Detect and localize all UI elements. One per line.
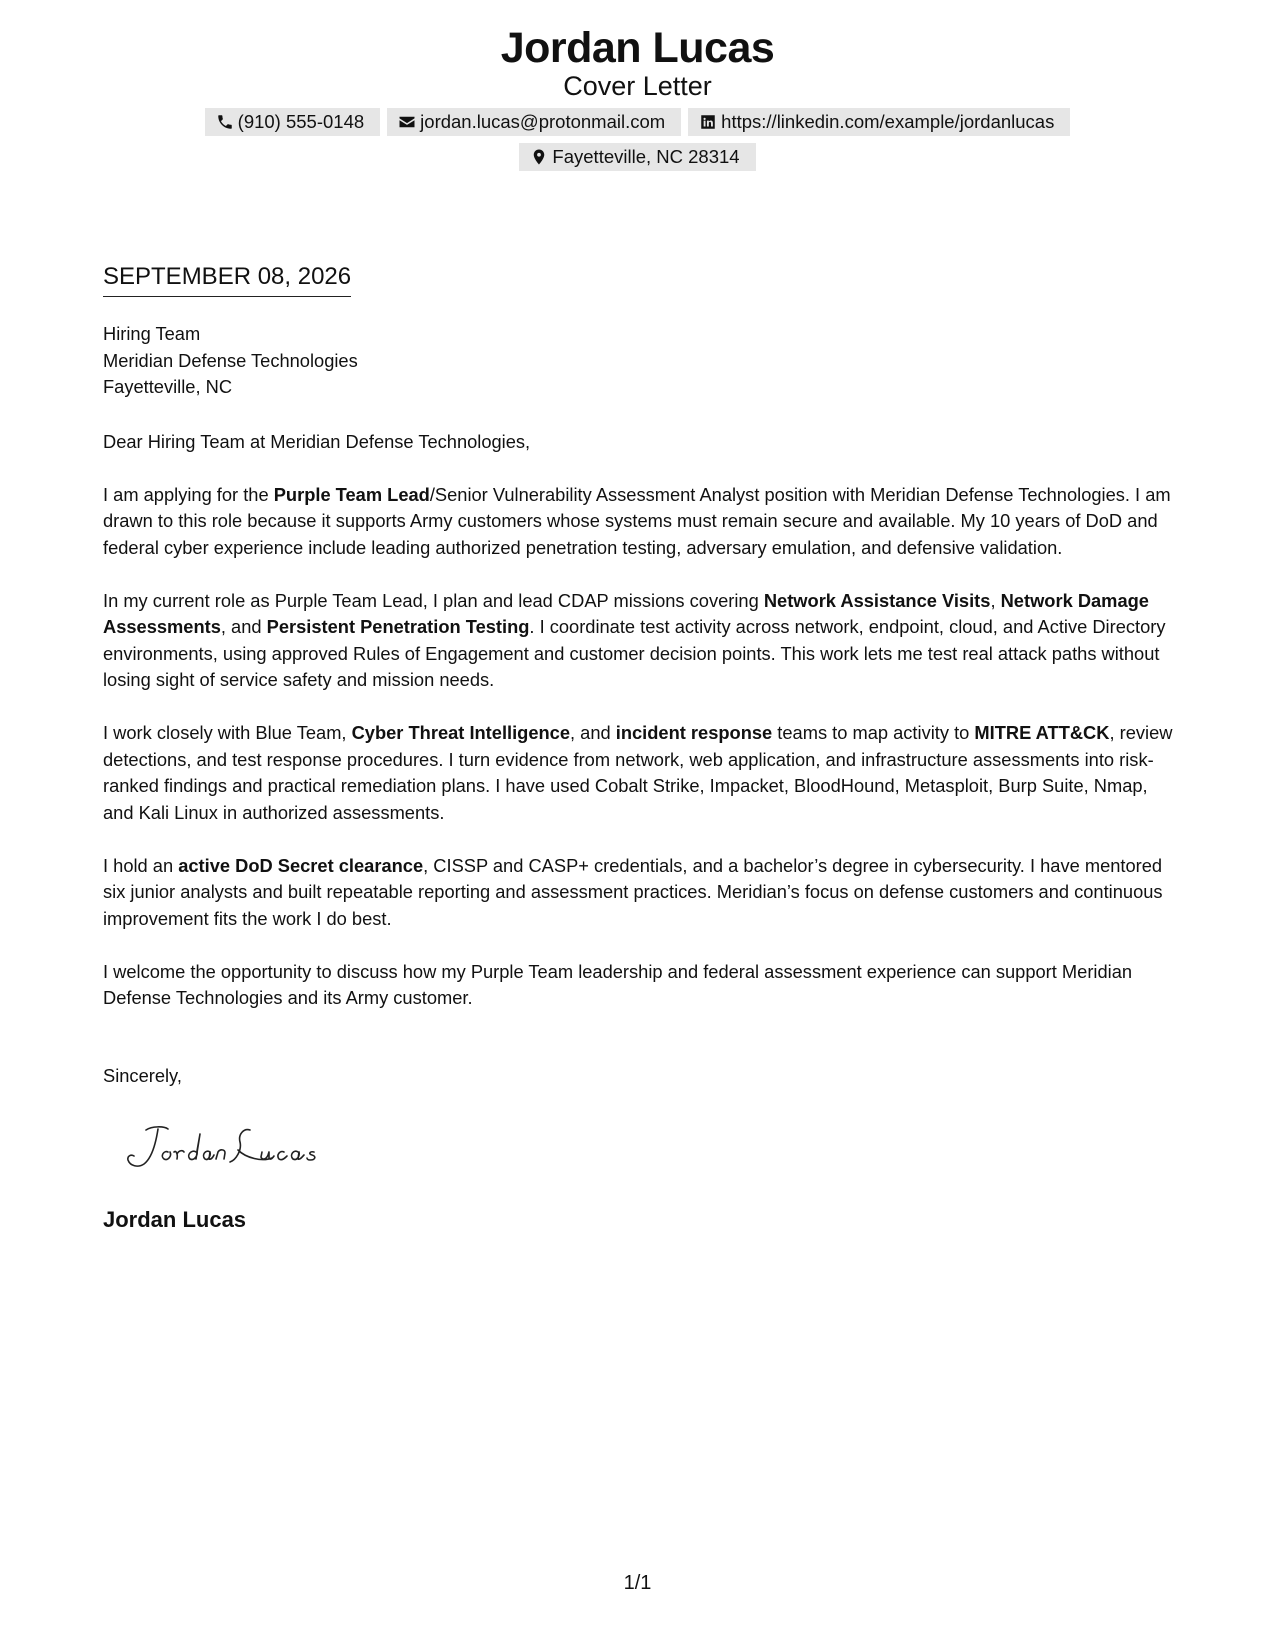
paragraph-3: I work closely with Blue Team, Cyber Threat Intelligence, and incident response teams to map activity to MITRE ATT&CK, review detections, and test response procedures. I turn evidence from network, web application, and infrastructure assessments into risk-ranked findings and practical remediation plans. I have used Cobalt Strike, Impacket, BloodHound, Metasploit, Burp Suite, Nmap, and Kali Linux in authorized assessments. bbox=[103, 722, 1173, 823]
linkedin-text: https://linkedin.com/example/jordanlucas bbox=[721, 111, 1055, 132]
recipient-address bbox=[103, 321, 1183, 401]
recipient-line-2: Meridian Defense Technologies bbox=[103, 349, 358, 371]
linkedin-icon bbox=[699, 113, 717, 131]
email-chip[interactable] bbox=[387, 108, 681, 136]
contact-row-1 bbox=[0, 108, 1275, 136]
paragraph-1: I am applying for the Purple Team Lead/Senior Vulnerability Assessment Analyst position with Meridian Defense Technologies. I am drawn to this role because it supports Army customers whose systems must remain secure and available. My 10 years of DoD and federal cyber experience include leading authorized penetration testing, adversary emulation, and defensive validation. bbox=[103, 483, 1171, 558]
phone-chip[interactable] bbox=[205, 108, 381, 136]
envelope-icon bbox=[398, 113, 416, 131]
location-text: Fayetteville, NC 28314 bbox=[552, 146, 740, 167]
letter-header bbox=[0, 22, 1275, 171]
applicant-name: Jordan Lucas bbox=[500, 24, 775, 72]
linkedin-chip[interactable] bbox=[688, 108, 1070, 136]
paragraph-2: In my current role as Purple Team Lead, I plan and lead CDAP missions covering Network Assistance Visits, Network Damage Assessments, and Persistent Penetration Testing. I coordinate test activity across network, endpoint, cloud, and Active Directory environments, using approved Rules of Engagement and customer decision points. This work lets me test real attack paths without losing sight of service safety and mission needs. bbox=[103, 589, 1166, 690]
contact-row-2 bbox=[0, 143, 1275, 171]
recipient-line-3: Fayetteville, NC bbox=[103, 376, 233, 397]
email-text: jordan.lucas@protonmail.com bbox=[420, 111, 666, 132]
phone-text: (910) 555-0148 bbox=[237, 111, 365, 132]
letter-body bbox=[103, 321, 1183, 1012]
location-chip bbox=[519, 143, 755, 171]
signer-name: Jordan Lucas bbox=[103, 1207, 247, 1232]
letter-date: SEPTEMBER 08, 2026 bbox=[103, 262, 351, 297]
map-pin-icon bbox=[530, 148, 548, 166]
closing: Sincerely, bbox=[103, 1065, 182, 1086]
phone-icon bbox=[216, 113, 234, 131]
recipient-line-1: Hiring Team bbox=[103, 323, 201, 344]
document-subtitle: Cover Letter bbox=[563, 71, 712, 101]
handwritten-signature bbox=[122, 1120, 352, 1176]
paragraph-4: I hold an active DoD Secret clearance, CISSP and CASP+ credentials, and a bachelor’s degree in cybersecurity. I have mentored six junior analysts and built repeatable reporting and assessment practices. Meridian’s focus on defense customers and continuous improvement fits the work I do best. bbox=[103, 854, 1163, 929]
paragraph-5: I welcome the opportunity to discuss how my Purple Team leadership and federal assessment experience can support Meridian Defense Technologies and its Army customer. bbox=[103, 960, 1133, 1008]
page-number: 1/1 bbox=[623, 1572, 652, 1594]
salutation: Dear Hiring Team at Meridian Defense Technologies, bbox=[103, 430, 531, 452]
